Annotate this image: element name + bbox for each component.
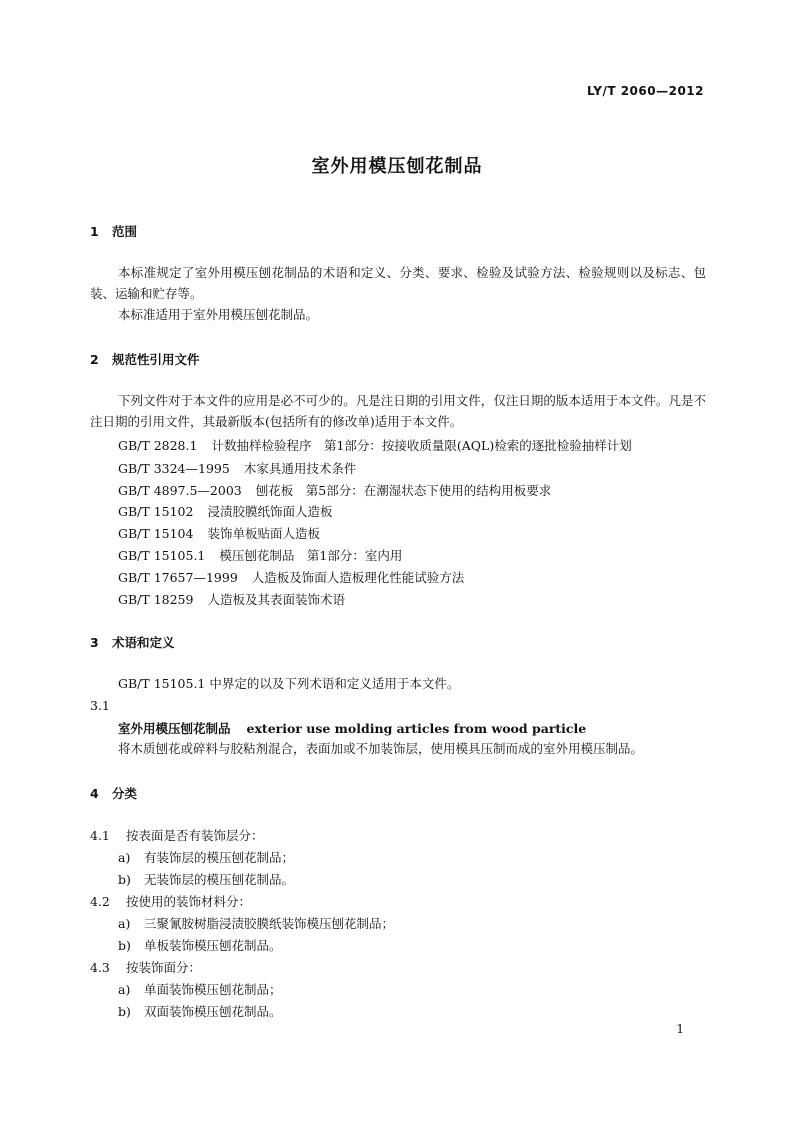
page-number: 1 [676, 1022, 684, 1036]
section-2-heading [90, 350, 200, 368]
list-item [118, 848, 294, 866]
section-title: 术语和定义 [112, 635, 175, 650]
normative-reference [118, 502, 332, 520]
clause-4-1 [90, 826, 264, 844]
item-marker: b) [118, 872, 131, 887]
section-title: 规范性引用文件 [112, 352, 200, 367]
clause-4-3 [90, 958, 201, 976]
normative-reference [118, 459, 356, 477]
normative-reference [118, 546, 402, 564]
list-item [118, 870, 294, 888]
clause-number: 4.3 [90, 960, 110, 975]
section-3-heading [90, 633, 175, 651]
clause-text: 按装饰面分： [126, 960, 202, 975]
section-1-heading [90, 222, 137, 240]
normative-reference [118, 436, 632, 454]
reference-title: 浸渍胶膜纸饰面人造板 [207, 504, 333, 519]
clause-4-2 [90, 892, 251, 910]
reference-title: 装饰单板贴面人造板 [207, 526, 320, 541]
reference-code: GB/T 2828.1 [118, 438, 198, 453]
list-item [118, 1002, 282, 1020]
clause-number: 4.1 [90, 828, 110, 843]
item-text: 单板装饰模压刨花制品。 [144, 938, 282, 953]
term-english: exterior use molding articles from wood particle [246, 721, 587, 736]
item-text: 有装饰层的模压刨花制品； [144, 850, 295, 865]
list-item [118, 936, 282, 954]
section-title: 分类 [112, 786, 138, 801]
reference-code: GB/T 3324—1995 [118, 461, 230, 476]
reference-title: 刨花板 第5部分：在潮湿状态下使用的结构用板要求 [255, 483, 552, 498]
clause-text: 按使用的装饰材料分： [126, 894, 252, 909]
reference-title: 计数抽样检验程序 第1部分：按接收质量限(AQL)检索的逐批检验抽样计划 [211, 438, 632, 453]
section-title: 范围 [112, 224, 138, 239]
section-2-paragraph-1: 下列文件对于本文件的应用是必不可少的。凡是注日期的引用文件，仅注日期的版本适用于本文件。凡是不注日期的引用文件，其最新版本(包括所有的修改单)适用于本文件。 [90, 393, 706, 429]
item-text: 单面装饰模压刨花制品； [144, 982, 282, 997]
term-number: 3.1 [90, 698, 110, 713]
item-marker: b) [118, 1004, 131, 1019]
reference-code: GB/T 4897.5—2003 [118, 483, 242, 498]
clause-number: 4.2 [90, 894, 110, 909]
item-marker: b) [118, 938, 131, 953]
item-marker: a) [118, 916, 131, 931]
section-4-heading [90, 784, 137, 802]
term-chinese: 室外用模压刨花制品 [118, 721, 231, 736]
document-title: 室外用模压刨花制品 [311, 156, 483, 177]
reference-title: 木家具通用技术条件 [243, 461, 357, 476]
reference-code: GB/T 15105.1 [118, 548, 206, 563]
normative-reference [118, 524, 320, 542]
reference-code: GB/T 15102 [118, 504, 194, 519]
item-text: 三聚氰胺树脂浸渍胶膜纸装饰模压刨花制品； [144, 916, 395, 931]
item-marker: a) [118, 982, 131, 997]
reference-title: 人造板及饰面人造板理化性能试验方法 [251, 570, 465, 585]
section-number: 2 [90, 352, 99, 367]
list-item [118, 914, 394, 932]
item-marker: a) [118, 850, 131, 865]
list-item [118, 980, 282, 998]
clause-text: 按表面是否有装饰层分： [126, 828, 264, 843]
term-entry [118, 719, 586, 737]
standard-code: LY/T 2060—2012 [586, 84, 704, 98]
section-3-paragraph-1: GB/T 15105.1 中界定的以及下列术语和定义适用于本文件。 [118, 676, 460, 691]
section-number: 3 [90, 635, 99, 650]
reference-title: 人造板及其表面装饰术语 [207, 592, 345, 607]
reference-code: GB/T 15104 [118, 526, 194, 541]
normative-reference [118, 590, 345, 608]
normative-reference [118, 481, 551, 499]
reference-code: GB/T 18259 [118, 592, 194, 607]
section-number: 4 [90, 786, 99, 801]
reference-code: GB/T 17657—1999 [118, 570, 238, 585]
reference-title: 模压刨花制品 第1部分：室内用 [219, 548, 403, 563]
section-number: 1 [90, 224, 99, 239]
term-definition: 将木质刨花或碎料与胶粘剂混合，表面加或不加装饰层，使用模具压制而成的室外用模压制品。 [118, 741, 644, 756]
item-text: 双面装饰模压刨花制品。 [144, 1004, 282, 1019]
section-1-paragraph-2: 本标准适用于室外用模压刨花制品。 [118, 307, 319, 322]
item-text: 无装饰层的模压刨花制品。 [144, 872, 295, 887]
section-1-paragraph-1: 本标准规定了室外用模压刨花制品的术语和定义、分类、要求、检验及试验方法、检验规则以及标志、包装、运输和贮存等。 [90, 265, 706, 301]
normative-reference [118, 568, 464, 586]
